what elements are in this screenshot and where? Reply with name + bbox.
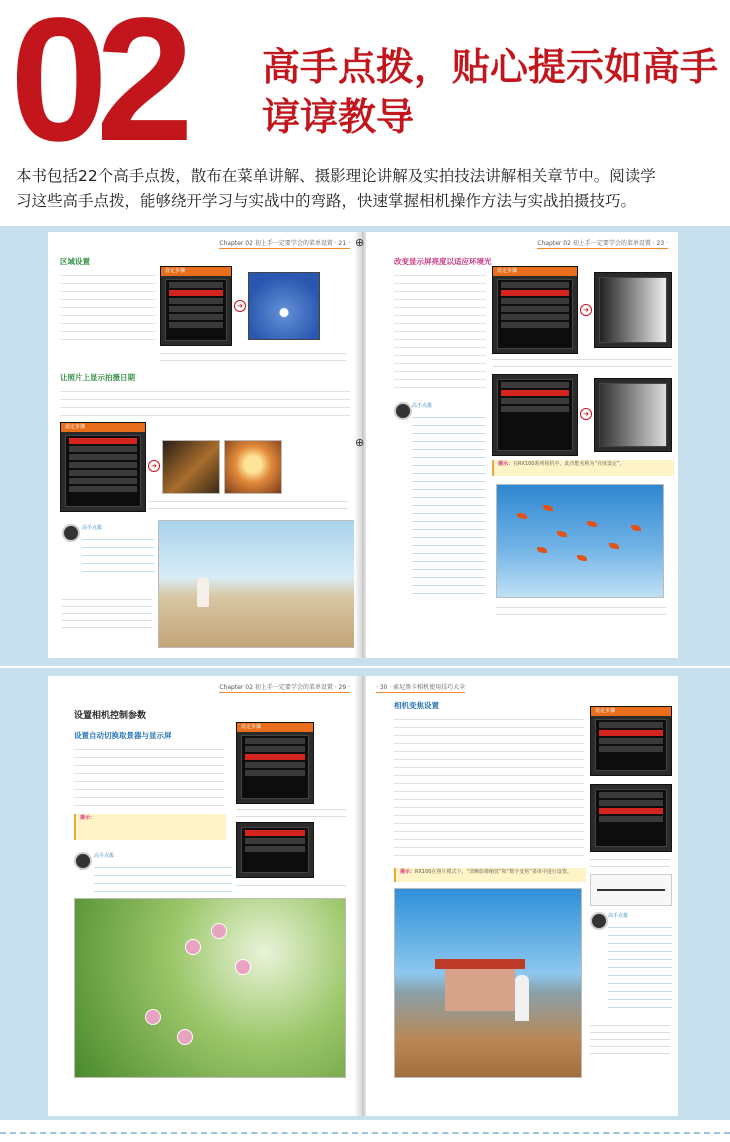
step-label: 设定步骤 [591,707,671,716]
spread2-left-page [48,676,360,1116]
body-text [74,744,224,808]
bottom-divider [0,1132,730,1134]
intro-paragraph [16,164,716,214]
camera-lcd [497,279,573,349]
step-caption [160,348,346,364]
camera-lcd [65,435,141,507]
tip-label: 高手点拨 [94,853,115,859]
camera-menu-screenshot [236,722,314,804]
tip-label: 高手点拨 [82,525,103,531]
tip-camera-icon [590,912,608,930]
step-label: 设定步骤 [161,267,231,276]
camera-menu-screenshot [160,266,232,346]
photo-caption [62,594,152,634]
sample-photo-red-leaves [496,484,664,598]
brightness-screen [594,378,672,452]
running-head: Chapter 02 初上手一定要学会的菜单设置 · 23 · [537,240,668,247]
note-box [394,868,586,882]
note-text: 在RX100系列相机中，此功能名称为“亮度设定”。 [513,461,625,467]
intro-line1: 本书包括22个高手点拨，散布在菜单讲解、摄影理论讲解及实拍技法讲解相关章节中。阅读学 [16,167,656,185]
sample-photo-lantern [224,440,282,494]
intro-line2: 习这些高手点拨，能够绕开学习与实战中的弯路，快速掌握相机操作方法与实战拍摄技巧。 [16,192,637,210]
camera-menu-screenshot [492,374,578,456]
camera-menu-screenshot [492,266,578,354]
body-text [394,270,486,394]
arrow-right-icon: ➔ [580,304,592,316]
camera-menu-screenshot [590,706,672,776]
running-head: · 30 · 索尼黑卡相机使用技巧大全 [376,684,466,691]
note-box [492,460,674,476]
running-head: Chapter 02 初上手一定要学会的菜单设置 · 29 · [219,684,350,691]
photo-caption [496,602,666,616]
arrow-right-icon: ➔ [234,300,246,312]
spread1-right-page [366,232,678,658]
photo-caption [590,1020,670,1060]
sample-photo-street-cart [394,888,582,1078]
tip-text [412,412,486,594]
tip-text [608,922,672,1012]
camera-lcd [241,827,309,873]
camera-lcd [595,719,667,771]
step-caption [148,496,348,510]
step-label: 设定步骤 [61,423,145,432]
sample-photo-beach [158,520,356,648]
camera-lcd [165,279,227,341]
step-label: 设定步骤 [237,723,313,732]
running-head: Chapter 02 初上手一定要学会的菜单设置 · 21 · [219,240,350,247]
book-spread-2 [48,676,678,1116]
page-title [262,42,722,142]
tip-text [94,862,232,892]
camera-lcd [595,789,667,847]
registration-mark-icon: ⊕ [355,236,365,249]
note-label: 提示： [80,815,96,821]
section-title: 设置自动切换取景器与显示屏 [74,731,172,740]
tip-text [82,534,154,572]
camera-lcd [241,735,309,799]
tip-camera-icon [394,402,412,420]
step-caption [590,854,670,868]
note-text: RX100在照片模式下，“清晰影像缩放”和“数字变焦”菜单中进行设置。 [415,869,572,875]
camera-menu-screenshot [236,822,314,878]
step-caption [236,804,346,818]
camera-lcd [599,277,667,343]
tip-label: 高手点拨 [608,913,629,919]
chapter-number: 02 [10,0,182,178]
spread2-right-page [366,676,678,1116]
page-title-line1: 高手点拨，贴心提示如高手 [262,45,719,89]
zoom-scale-diagram [590,874,672,906]
note-box [74,814,226,840]
section-title: 相机变焦设置 [394,701,439,710]
step-label: 设定步骤 [493,267,577,276]
section-title: 区域设置 [60,257,90,266]
registration-mark-icon: ⊕ [355,436,365,449]
brightness-screen [594,272,672,348]
body-text [60,386,350,416]
section-title-main: 设置相机控制参数 [74,711,147,721]
tip-camera-icon [62,524,80,542]
note-label: 提示： [498,461,514,467]
note-label: 提示： [400,869,416,875]
spread1-left-page [48,232,360,658]
page-title-line2: 谆谆教导 [262,95,415,139]
camera-menu-screenshot [590,784,672,852]
arrow-right-icon: ➔ [148,460,160,472]
step-caption [492,354,672,368]
section-title: 让照片上显示拍摄日期 [60,373,135,382]
step-caption [236,880,346,888]
tip-camera-icon [74,852,92,870]
tip-label: 高手点拨 [412,403,433,409]
section-title: 改变显示屏亮度以适应环境光 [394,257,492,266]
sample-photo-flower [74,898,346,1078]
body-text [394,714,584,862]
camera-lcd [599,383,667,447]
camera-lcd [497,379,573,451]
world-map-screen [248,272,320,340]
arrow-right-icon: ➔ [580,408,592,420]
body-text [60,270,156,340]
camera-menu-screenshot [60,422,146,512]
menu-screen-photo [162,440,220,494]
